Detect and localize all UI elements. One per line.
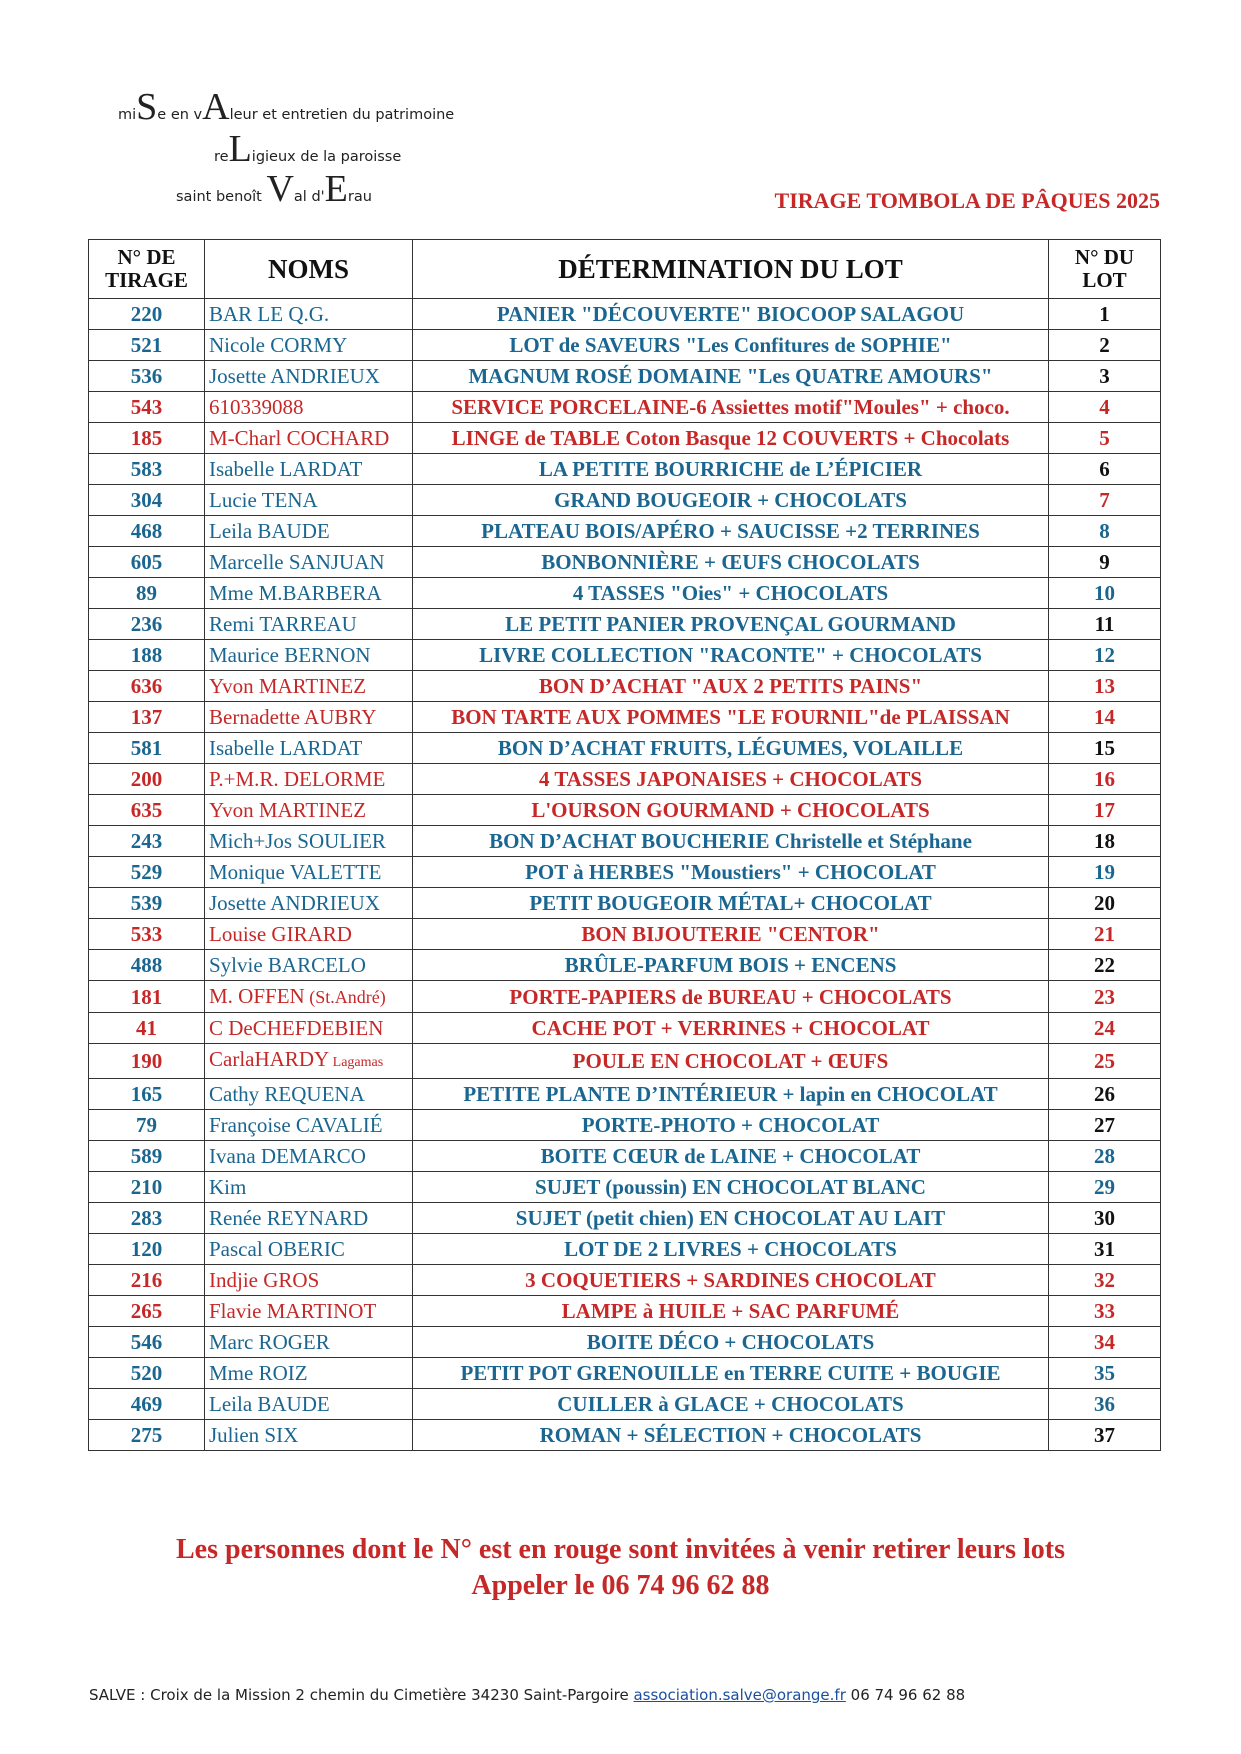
lot-number: 14 — [1049, 702, 1161, 733]
lot-description: L'OURSON GOURMAND + CHOCOLATS — [413, 795, 1049, 826]
lot-description: LIVRE COLLECTION "RACONTE" + CHOCOLATS — [413, 640, 1049, 671]
lot-number: 36 — [1049, 1389, 1161, 1420]
winner-name — [205, 919, 413, 950]
winner-name-text: Mme ROIZ — [209, 1361, 308, 1385]
winner-name-text: Marcelle SANJUAN — [209, 550, 385, 574]
winner-name — [205, 950, 413, 981]
footer-phone: 06 74 96 62 88 — [845, 1686, 966, 1704]
lot-description: BOITE DÉCO + CHOCOLATS — [413, 1327, 1049, 1358]
winner-name — [205, 1358, 413, 1389]
logo-text: leur et entretien du patrimoine — [229, 107, 455, 123]
table-row — [89, 671, 1161, 702]
lot-description: LOT DE 2 LIVRES + CHOCOLATS — [413, 1234, 1049, 1265]
table-row — [89, 1234, 1161, 1265]
lot-description: SUJET (poussin) EN CHOCOLAT BLANC — [413, 1172, 1049, 1203]
winner-name-text: CarlaHARDY — [209, 1047, 330, 1071]
tirage-number: 190 — [89, 1044, 205, 1079]
lot-description: PETITE PLANTE D’INTÉRIEUR + lapin en CHOCOLAT — [413, 1079, 1049, 1110]
footer-email-link[interactable]: association.salve@orange.fr — [633, 1686, 846, 1704]
table-row — [89, 640, 1161, 671]
table-row — [89, 1110, 1161, 1141]
tirage-number: 488 — [89, 950, 205, 981]
lot-number: 2 — [1049, 330, 1161, 361]
winner-name-text: Isabelle LARDAT — [209, 457, 363, 481]
lot-number: 30 — [1049, 1203, 1161, 1234]
winner-name — [205, 1265, 413, 1296]
lot-description: 3 COQUETIERS + SARDINES CHOCOLAT — [413, 1265, 1049, 1296]
winner-name — [205, 826, 413, 857]
table-row — [89, 795, 1161, 826]
winner-name-text: Mme M.BARBERA — [209, 581, 382, 605]
table-row — [89, 1141, 1161, 1172]
tirage-number: 546 — [89, 1327, 205, 1358]
lot-number: 10 — [1049, 578, 1161, 609]
winner-name — [205, 330, 413, 361]
winner-name-text: Flavie MARTINOT — [209, 1299, 377, 1323]
winner-name — [205, 981, 413, 1013]
lot-number: 31 — [1049, 1234, 1161, 1265]
notice-line-2: Appeler le 06 74 96 62 88 — [471, 1570, 770, 1601]
lot-number: 1 — [1049, 299, 1161, 330]
winner-name-text: Remi TARREAU — [209, 612, 357, 636]
winner-name — [205, 1172, 413, 1203]
page-title: TIRAGE TOMBOLA DE PÂQUES 2025 — [774, 188, 1160, 213]
lot-number: 8 — [1049, 516, 1161, 547]
winner-name-text: Leila BAUDE — [209, 1392, 330, 1416]
winner-name — [205, 1044, 413, 1079]
lot-description: CUILLER à GLACE + CHOCOLATS — [413, 1389, 1049, 1420]
winner-name — [205, 1420, 413, 1451]
winner-name-text: Lucie TENA — [209, 488, 318, 512]
table-row — [89, 1420, 1161, 1451]
table-row — [89, 702, 1161, 733]
logo-text: al d' — [293, 189, 325, 205]
tirage-number: 581 — [89, 733, 205, 764]
logo-initial: V — [266, 168, 294, 210]
tirage-number: 468 — [89, 516, 205, 547]
table-row — [89, 1013, 1161, 1044]
winner-name — [205, 702, 413, 733]
logo-text: rau — [347, 189, 372, 205]
table-row — [89, 1389, 1161, 1420]
lot-description: MAGNUM ROSÉ DOMAINE "Les QUATRE AMOURS" — [413, 361, 1049, 392]
tirage-number: 210 — [89, 1172, 205, 1203]
tirage-number: 283 — [89, 1203, 205, 1234]
header-num-lot: N° DU LOT — [1049, 240, 1161, 299]
lot-number: 20 — [1049, 888, 1161, 919]
table-header-row — [89, 240, 1161, 299]
tirage-number: 41 — [89, 1013, 205, 1044]
winner-name — [205, 485, 413, 516]
winner-name — [205, 392, 413, 423]
table-row — [89, 330, 1161, 361]
tirage-number: 469 — [89, 1389, 205, 1420]
lot-number: 5 — [1049, 423, 1161, 454]
winner-name-text: Sylvie BARCELO — [209, 953, 366, 977]
table-row — [89, 299, 1161, 330]
tirage-number: 529 — [89, 857, 205, 888]
logo-text: igieux de la paroisse — [251, 149, 402, 165]
lot-description: BON D’ACHAT FRUITS, LÉGUMES, VOLAILLE — [413, 733, 1049, 764]
winner-name-text: Nicole CORMY — [209, 333, 348, 357]
lot-number: 37 — [1049, 1420, 1161, 1451]
winner-name-text: Kim — [209, 1175, 247, 1199]
lot-number: 26 — [1049, 1079, 1161, 1110]
lot-number: 23 — [1049, 981, 1161, 1013]
winner-name-text: Pascal OBERIC — [209, 1237, 345, 1261]
lot-number: 19 — [1049, 857, 1161, 888]
lot-description: PETIT BOUGEOIR MÉTAL+ CHOCOLAT — [413, 888, 1049, 919]
winner-name-text: Monique VALETTE — [209, 860, 382, 884]
table-row — [89, 1172, 1161, 1203]
tirage-number: 200 — [89, 764, 205, 795]
lot-number: 11 — [1049, 609, 1161, 640]
table-row — [89, 826, 1161, 857]
tirage-number: 188 — [89, 640, 205, 671]
lot-number: 17 — [1049, 795, 1161, 826]
winner-name — [205, 795, 413, 826]
lot-description: ROMAN + SÉLECTION + CHOCOLATS — [413, 1420, 1049, 1451]
table-row — [89, 1358, 1161, 1389]
table-row — [89, 1079, 1161, 1110]
table-row — [89, 1327, 1161, 1358]
winner-name-text: Marc ROGER — [209, 1330, 330, 1354]
logo-text: saint benoît — [176, 189, 267, 205]
winner-name — [205, 733, 413, 764]
winner-name-text: Ivana DEMARCO — [209, 1144, 366, 1168]
winner-name-text: Maurice BERNON — [209, 643, 371, 667]
winner-name — [205, 423, 413, 454]
winner-name-text: Josette ANDRIEUX — [209, 891, 380, 915]
lot-number: 34 — [1049, 1327, 1161, 1358]
winner-name — [205, 578, 413, 609]
lot-description: LINGE de TABLE Coton Basque 12 COUVERTS + Chocolats — [413, 423, 1049, 454]
table-row — [89, 609, 1161, 640]
lot-description: PLATEAU BOIS/APÉRO + SAUCISSE +2 TERRINES — [413, 516, 1049, 547]
lot-description: PORTE-PAPIERS de BUREAU + CHOCOLATS — [413, 981, 1049, 1013]
lot-number: 6 — [1049, 454, 1161, 485]
tirage-number: 533 — [89, 919, 205, 950]
winner-name-text: Louise GIRARD — [209, 922, 352, 946]
winner-name-extra: (St.André) — [304, 987, 386, 1007]
lot-number: 3 — [1049, 361, 1161, 392]
lot-number: 16 — [1049, 764, 1161, 795]
logo-text: mi — [118, 107, 137, 123]
winner-name-location: Lagamas — [329, 1055, 384, 1070]
winner-name-text: C DeCHEFDEBIEN — [209, 1016, 384, 1040]
winner-name-text: Isabelle LARDAT — [209, 736, 363, 760]
tirage-number: 543 — [89, 392, 205, 423]
winner-name-text: Yvon MARTINEZ — [209, 798, 367, 822]
lot-description: CACHE POT + VERRINES + CHOCOLAT — [413, 1013, 1049, 1044]
logo-line-1 — [118, 88, 454, 126]
winner-name — [205, 640, 413, 671]
winner-name-text: BAR LE Q.G. — [209, 302, 330, 326]
table-row — [89, 423, 1161, 454]
winner-name — [205, 547, 413, 578]
lot-number: 25 — [1049, 1044, 1161, 1079]
lot-description: GRAND BOUGEOIR + CHOCOLATS — [413, 485, 1049, 516]
notice-line-1: Les personnes dont le N° est en rouge sont invitées à venir retirer leurs lots — [176, 1534, 1065, 1565]
lot-number: 18 — [1049, 826, 1161, 857]
lot-number: 4 — [1049, 392, 1161, 423]
footer — [89, 1686, 965, 1704]
table-row — [89, 485, 1161, 516]
winner-name — [205, 299, 413, 330]
lot-description: BON BIJOUTERIE "CENTOR" — [413, 919, 1049, 950]
lot-description: SUJET (petit chien) EN CHOCOLAT AU LAIT — [413, 1203, 1049, 1234]
winner-name — [205, 609, 413, 640]
winner-name-text: P.+M.R. DELORME — [209, 767, 386, 791]
winner-name-text: Julien SIX — [209, 1423, 299, 1447]
tirage-number: 79 — [89, 1110, 205, 1141]
winner-name — [205, 1203, 413, 1234]
lot-description: PETIT POT GRENOUILLE en TERRE CUITE + BOUGIE — [413, 1358, 1049, 1389]
winner-name — [205, 454, 413, 485]
lot-number: 15 — [1049, 733, 1161, 764]
winner-name — [205, 1141, 413, 1172]
association-logo — [118, 70, 498, 210]
winner-name — [205, 1013, 413, 1044]
lot-number: 27 — [1049, 1110, 1161, 1141]
lot-number: 21 — [1049, 919, 1161, 950]
tirage-number: 220 — [89, 299, 205, 330]
winner-name-text: Cathy REQUENA — [209, 1082, 365, 1106]
logo-initial: L — [228, 128, 252, 170]
winner-name — [205, 1110, 413, 1141]
lots-table — [88, 239, 1161, 1451]
table-row — [89, 361, 1161, 392]
winner-name — [205, 1296, 413, 1327]
tirage-number: 120 — [89, 1234, 205, 1265]
lot-description: SERVICE PORCELAINE-6 Assiettes motif"Moules" + choco. — [413, 392, 1049, 423]
logo-line-3 — [176, 170, 372, 208]
table-row — [89, 981, 1161, 1013]
table-row — [89, 919, 1161, 950]
table-row — [89, 547, 1161, 578]
winner-name-text: Françoise CAVALIÉ — [209, 1113, 383, 1137]
table-row — [89, 857, 1161, 888]
winner-name-text: M. OFFEN — [209, 984, 305, 1008]
table-row — [89, 888, 1161, 919]
lot-number: 24 — [1049, 1013, 1161, 1044]
logo-text: re — [214, 149, 229, 165]
tirage-number: 236 — [89, 609, 205, 640]
lot-description: BON D’ACHAT BOUCHERIE Christelle et Stéphane — [413, 826, 1049, 857]
tirage-number: 181 — [89, 981, 205, 1013]
header-tirage: N° DE TIRAGE — [89, 240, 205, 299]
tirage-number: 635 — [89, 795, 205, 826]
lot-number: 33 — [1049, 1296, 1161, 1327]
tirage-number: 137 — [89, 702, 205, 733]
lot-description: POULE EN CHOCOLAT + ŒUFS — [413, 1044, 1049, 1079]
header-lot: DÉTERMINATION DU LOT — [413, 240, 1049, 299]
winner-name — [205, 1389, 413, 1420]
winner-name — [205, 1327, 413, 1358]
table-row — [89, 1265, 1161, 1296]
winner-name-text: Mich+Jos SOULIER — [209, 829, 386, 853]
table-row — [89, 950, 1161, 981]
lot-description: LA PETITE BOURRICHE de L’ÉPICIER — [413, 454, 1049, 485]
lot-description: 4 TASSES JAPONAISES + CHOCOLATS — [413, 764, 1049, 795]
logo-text: e en v — [157, 107, 203, 123]
tirage-number: 539 — [89, 888, 205, 919]
lot-number: 32 — [1049, 1265, 1161, 1296]
tirage-number: 605 — [89, 547, 205, 578]
winner-name-text: M-Charl COCHARD — [209, 426, 390, 450]
lot-description: BON D’ACHAT "AUX 2 PETITS PAINS" — [413, 671, 1049, 702]
lot-number: 9 — [1049, 547, 1161, 578]
lot-number: 12 — [1049, 640, 1161, 671]
winner-name-text: Yvon MARTINEZ — [209, 674, 367, 698]
table-row — [89, 1203, 1161, 1234]
winner-name — [205, 764, 413, 795]
table-row — [89, 516, 1161, 547]
winner-name — [205, 857, 413, 888]
tirage-number: 583 — [89, 454, 205, 485]
lot-number: 13 — [1049, 671, 1161, 702]
winner-name — [205, 1079, 413, 1110]
lot-description: BONBONNIÈRE + ŒUFS CHOCOLATS — [413, 547, 1049, 578]
lot-description: BON TARTE AUX POMMES "LE FOURNIL"de PLAISSAN — [413, 702, 1049, 733]
tirage-number: 185 — [89, 423, 205, 454]
lot-description: POT à HERBES "Moustiers" + CHOCOLAT — [413, 857, 1049, 888]
tirage-number: 536 — [89, 361, 205, 392]
tirage-number: 165 — [89, 1079, 205, 1110]
winner-name-text: Renée REYNARD — [209, 1206, 369, 1230]
tirage-number: 89 — [89, 578, 205, 609]
table-row — [89, 733, 1161, 764]
winner-name-text: 610339088 — [209, 395, 304, 419]
lot-description: PANIER "DÉCOUVERTE" BIOCOOP SALAGOU — [413, 299, 1049, 330]
winner-name-text: Indjie GROS — [209, 1268, 320, 1292]
lot-description: PORTE-PHOTO + CHOCOLAT — [413, 1110, 1049, 1141]
lot-number: 7 — [1049, 485, 1161, 516]
footer-address: SALVE : Croix de la Mission 2 chemin du Cimetière 34230 Saint-Pargoire — [89, 1686, 634, 1704]
logo-initial: A — [202, 86, 230, 128]
lot-number: 28 — [1049, 1141, 1161, 1172]
winner-name-text: Josette ANDRIEUX — [209, 364, 380, 388]
winner-name-text: Leila BAUDE — [209, 519, 330, 543]
table-row — [89, 1044, 1161, 1079]
tirage-number: 265 — [89, 1296, 205, 1327]
winner-name — [205, 888, 413, 919]
table-row — [89, 392, 1161, 423]
lot-description: LAMPE à HUILE + SAC PARFUMÉ — [413, 1296, 1049, 1327]
tirage-number: 521 — [89, 330, 205, 361]
winner-name — [205, 361, 413, 392]
logo-line-2 — [214, 130, 401, 168]
lot-number: 35 — [1049, 1358, 1161, 1389]
tirage-number: 275 — [89, 1420, 205, 1451]
lot-description: LOT de SAVEURS "Les Confitures de SOPHIE" — [413, 330, 1049, 361]
table-row — [89, 1296, 1161, 1327]
logo-initial: E — [324, 168, 348, 210]
table-row — [89, 578, 1161, 609]
tirage-number: 304 — [89, 485, 205, 516]
winner-name — [205, 1234, 413, 1265]
winner-name — [205, 671, 413, 702]
tirage-number: 216 — [89, 1265, 205, 1296]
tirage-number: 589 — [89, 1141, 205, 1172]
lot-description: LE PETIT PANIER PROVENÇAL GOURMAND — [413, 609, 1049, 640]
lot-description: BOITE CŒUR de LAINE + CHOCOLAT — [413, 1141, 1049, 1172]
tirage-number: 636 — [89, 671, 205, 702]
table-row — [89, 764, 1161, 795]
tirage-number: 243 — [89, 826, 205, 857]
table-row — [89, 454, 1161, 485]
lot-number: 29 — [1049, 1172, 1161, 1203]
tirage-number: 520 — [89, 1358, 205, 1389]
logo-initial: S — [136, 86, 158, 128]
lot-description: 4 TASSES "Oies" + CHOCOLATS — [413, 578, 1049, 609]
winner-name-text: Bernadette AUBRY — [209, 705, 377, 729]
lot-description: BRÛLE-PARFUM BOIS + ENCENS — [413, 950, 1049, 981]
header-noms: NOMS — [205, 240, 413, 299]
lot-number: 22 — [1049, 950, 1161, 981]
winner-name — [205, 516, 413, 547]
